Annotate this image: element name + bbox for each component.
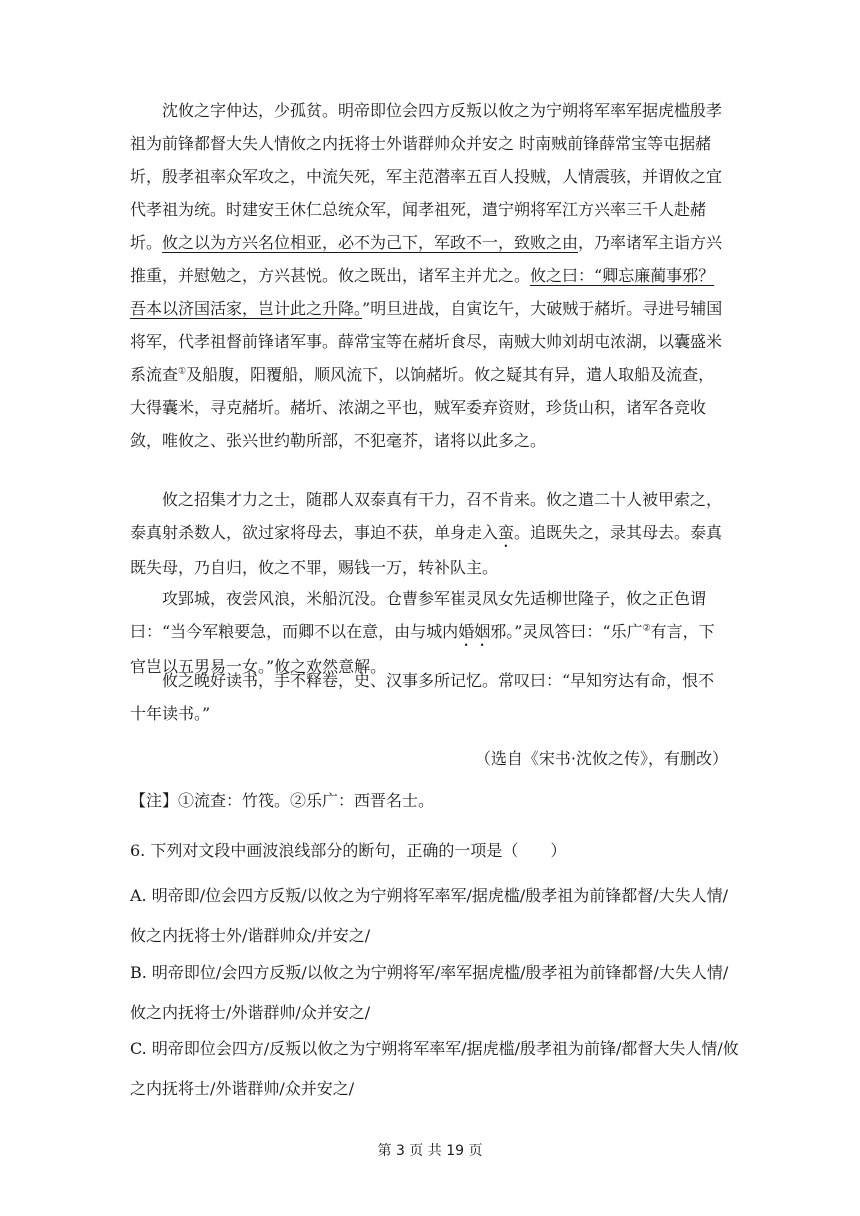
option-b[interactable]: B. 明帝即位/会四方反叛/以攸之为宁朔将军/率军据虎槛/殷孝祖为前锋都督/大失人情/攸之内抚将士/外谐群帅/众并安之/ — [130, 963, 729, 1022]
p3-text-3: 有言，下官岂以五男易一女。”攸之欢然意解。 — [130, 622, 715, 676]
footnote-mark-1: ① — [178, 366, 187, 377]
p1-text-4: 及船腹，阳覆船，顺风流下，以饷赭圻。攸之疑其有异，遣人取船及流查，大得囊米，寻克赭圻。赭圻、浓湖之平也，贼军委弃资财，珍货山积，诸军各竞收敛，唯攸之、张兴世约勒所部，不犯毫芥，诸将以此多之。 — [130, 365, 715, 450]
p3-text-2: 邪。”灵凤答曰：“乐广 — [490, 622, 643, 641]
p1-text-3: ”明旦进战，自寅讫午，大破贼于赭圻。寻进号辅国将军，代孝祖督前锋诸军事。薛常宝等在赭圻食尽，南贼大帅刘胡屯浓湖，以囊盛米系流查 — [130, 299, 723, 384]
passage-paragraph-2 — [130, 483, 730, 584]
p1-underlined-2: 攸之曰：“卿忘廉蔺事邪？吾本以济国活家，岂计此之升降。 — [130, 266, 715, 318]
option-c[interactable]: C. 明帝即位会四方/反叛以攸之为宁朔将军率军/据虎槛/殷孝祖为前锋/都督大失人情/攸之内抚将士/外谐群帅/众并安之/ — [130, 1039, 739, 1098]
p1-text-2: ，乃率诸军主诣方兴推重，并慰勉之，方兴甚悦。攸之既出，诸军主并尤之。 — [130, 233, 723, 285]
question-stem: 6. 下列对文段中画波浪线部分的断句，正确的一项是（ ） — [130, 841, 567, 860]
footnote-note: 【注】①流查：竹筏。②乐广：西晋名士。 — [130, 791, 435, 810]
p3-dotted-word: 婚姻 — [458, 622, 491, 641]
footnote-mark-2: ② — [642, 623, 651, 634]
p1-text-1: 沈攸之字仲达，少孤贫。明帝即位会四方反叛以攸之为宁朔将军率军据虎槛殷孝祖为前锋都督大失人情攸之内抚将士外谐群帅众并安之 时南贼前锋薛常宝等屯据赭圻，殷孝祖率众军攻之，中流矢死，军主范潜率五百人投贼，人情震骇，并谓攸之宜代孝祖为统。时建安王休仁总统众军，闻孝祖死，遣宁朔将军江方兴率三千人赴赭圻。 — [130, 101, 723, 252]
source-citation: （选自《宋书·沈攸之传》，有删改） — [474, 749, 728, 768]
p4-text-1: 攸之晚好读书，手不释卷，史、汉事多所记忆。常叹曰：“早知穷达有命，恨不十年读书。” — [130, 671, 715, 723]
p2-text-1: 攸之招集才力之士，随郡人双泰真有干力，召不肯来。攸之遣二十人被甲索之，泰真射杀数人，欲过家将母去，事迫不获，单身走入 — [130, 490, 723, 542]
passage-paragraph-4 — [130, 664, 730, 730]
p1-underlined-1: 攸之以为方兴名位相亚，必不为己下，军政不一，致败之由 — [162, 233, 579, 252]
page-footer: 第 3 页 共 19 页 — [377, 1143, 483, 1159]
p2-dotted-word: 蛮 — [498, 523, 515, 542]
option-a[interactable]: A. 明帝即/位会四方反叛/以攸之为宁朔将军率军/据虎槛/殷孝祖为前锋都督/大失人情/攸之内抚将士外/谐群帅众/并安之/ — [130, 886, 729, 945]
p2-text-2: 。追既失之，录其母去。泰真既失母，乃自归，攸之不罪，赐钱一万，转补队主。 — [130, 523, 723, 577]
passage-paragraph-1 — [130, 94, 730, 457]
p3-text-1: 攻郢城，夜尝风浪，米船沉没。仓曹参军崔灵凤女先适柳世隆子，攸之正色谓曰：“当今军粮要急，而卿不以在意，由与城内 — [130, 589, 707, 641]
